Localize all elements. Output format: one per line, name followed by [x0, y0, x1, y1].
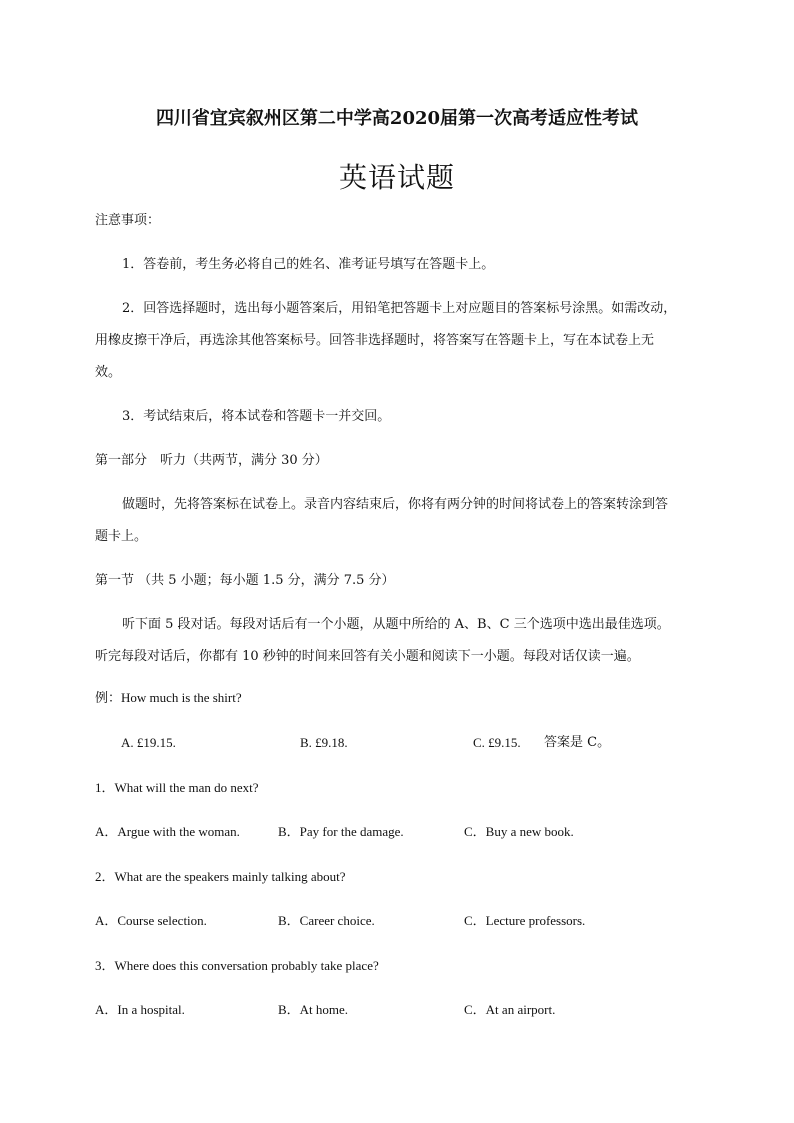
example-question: 例：How much is the shirt? — [95, 690, 242, 705]
question-2-text: 2．What are the speakers mainly talking about? — [95, 869, 346, 884]
question-1-text: 1．What will the man do next? — [95, 780, 259, 795]
note-item-1: 1．答卷前，考生务必将自己的姓名、准考证号填写在答题卡上。 — [122, 257, 495, 272]
exam-title: 四川省宜宾叙州区第二中学高2020届第一次高考适应性考试 — [155, 108, 639, 129]
part-1-heading: 第一部分 听力（共两节，满分 30 分） — [95, 453, 328, 468]
question-3-text: 3．Where does this conversation probably take place? — [95, 958, 379, 973]
question-1-option-c: C．Buy a new book. — [464, 824, 574, 839]
part-1-instruction-line-2: 题卡上。 — [95, 529, 148, 544]
question-2-option-c: C．Lecture professors. — [464, 913, 586, 928]
section-1-heading: 第一节 （共 5 小题；每小题 1.5 分，满分 7.5 分） — [95, 573, 395, 588]
question-2-option-b: B．Career choice. — [278, 913, 375, 928]
notes-heading: 注意事项： — [95, 213, 161, 228]
note-item-2-line-3: 效。 — [95, 365, 122, 380]
section-1-instruction-line-1: 听下面 5 段对话。每段对话后有一个小题，从题中所给的 A、B、C 三个选项中选出最佳选项。 — [122, 617, 670, 632]
part-1-instruction-line-1: 做题时，先将答案标在试卷上。录音内容结束后，你将有两分钟的时间将试卷上的答案转涂到答 — [122, 497, 669, 512]
question-3-options — [0, 1000, 794, 1020]
question-1-option-a: A．Argue with the woman. — [95, 824, 240, 839]
example-option-a: A. £19.15. — [121, 735, 176, 750]
question-3-option-b: B．At home. — [278, 1002, 349, 1017]
example-answer: 答案是 C。 — [544, 735, 611, 750]
section-1-instruction-line-2: 听完每段对话后，你都有 10 秒钟的时间来回答有关小题和阅读下一小题。每段对话仅读一遍。 — [95, 649, 640, 664]
subject-title: 英语试题 — [338, 161, 455, 194]
question-1-option-b: B．Pay for the damage. — [278, 824, 404, 839]
example-option-b: B. £9.18. — [300, 735, 348, 750]
example-option-c: C. £9.15. — [473, 735, 521, 750]
example-options — [0, 733, 794, 753]
note-item-2-line-1: 2．回答选择题时，选出每小题答案后，用铅笔把答题卡上对应题目的答案标号涂黑。如需改动， — [122, 301, 677, 316]
question-1-options — [0, 822, 794, 842]
question-3-option-c: C．At an airport. — [464, 1002, 556, 1017]
note-item-2-line-2: 用橡皮擦干净后，再选涂其他答案标号。回答非选择题时，将答案写在答题卡上，写在本试卷上无 — [95, 333, 655, 348]
note-item-3: 3．考试结束后，将本试卷和答题卡一并交回。 — [122, 409, 391, 424]
question-2-options — [0, 911, 794, 931]
question-3-option-a: A．In a hospital. — [95, 1002, 185, 1017]
question-2-option-a: A．Course selection. — [95, 913, 207, 928]
